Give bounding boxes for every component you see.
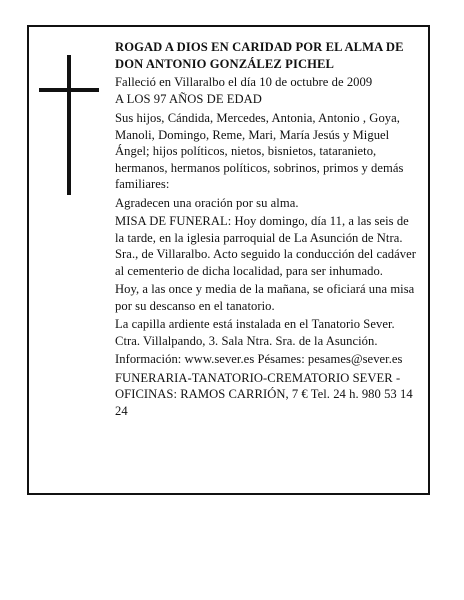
contact-info: Información: www.sever.es Pésames: pesames@sever.es — [115, 352, 403, 366]
obituary-title: ROGAD A DIOS EN CARIDAD POR EL ALMA DE DON ANTONIO GONZÁLEZ PICHEL — [115, 40, 404, 71]
age-line: A LOS 97 AÑOS DE EDAD — [115, 91, 262, 106]
obituary-text — [115, 39, 421, 419]
funeral-mass: MISA DE FUNERAL: Hoy domingo, día 11, a las seis de la tarde, en la iglesia parroquial de La Asunción de Ntra. Sra., de Villaralbo. Acto seguido la conducción del cadáver al cementerio de dicha localidad, para ser inhumado. — [115, 214, 416, 278]
cross-icon-vertical-bar — [67, 55, 71, 195]
mass-today: Hoy, a las once y media de la mañana, se oficiará una misa por su descanso en el tanatorio. — [115, 282, 415, 313]
company-info: FUNERARIA-TANATORIO-CREMATORIO SEVER - OFICINAS: RAMOS CARRIÓN, 7 € Tel. 24 h. 980 53 14 24 — [115, 370, 413, 418]
prayer-request: Agradecen una oración por su alma. — [115, 195, 299, 210]
cross-icon-horizontal-bar — [39, 88, 99, 92]
death-notice: Falleció en Villaralbo el día 10 de octubre de 2009 — [115, 75, 373, 89]
family-list: Sus hijos, Cándida, Mercedes, Antonia, Antonio , Goya, Manoli, Domingo, Reme, Mari, María Jesús y Miguel Ángel; hijos políticos, nietos, bisnietos, tataranieto, hermanos, hermanos políticos, sobrinos, primos y demás familiares: — [115, 111, 404, 191]
chapel-info: La capilla ardiente está instalada en el Tanatorio Sever. Ctra. Villalpando, 3. Sala Ntra. Sra. de la Asunción. — [115, 317, 395, 348]
